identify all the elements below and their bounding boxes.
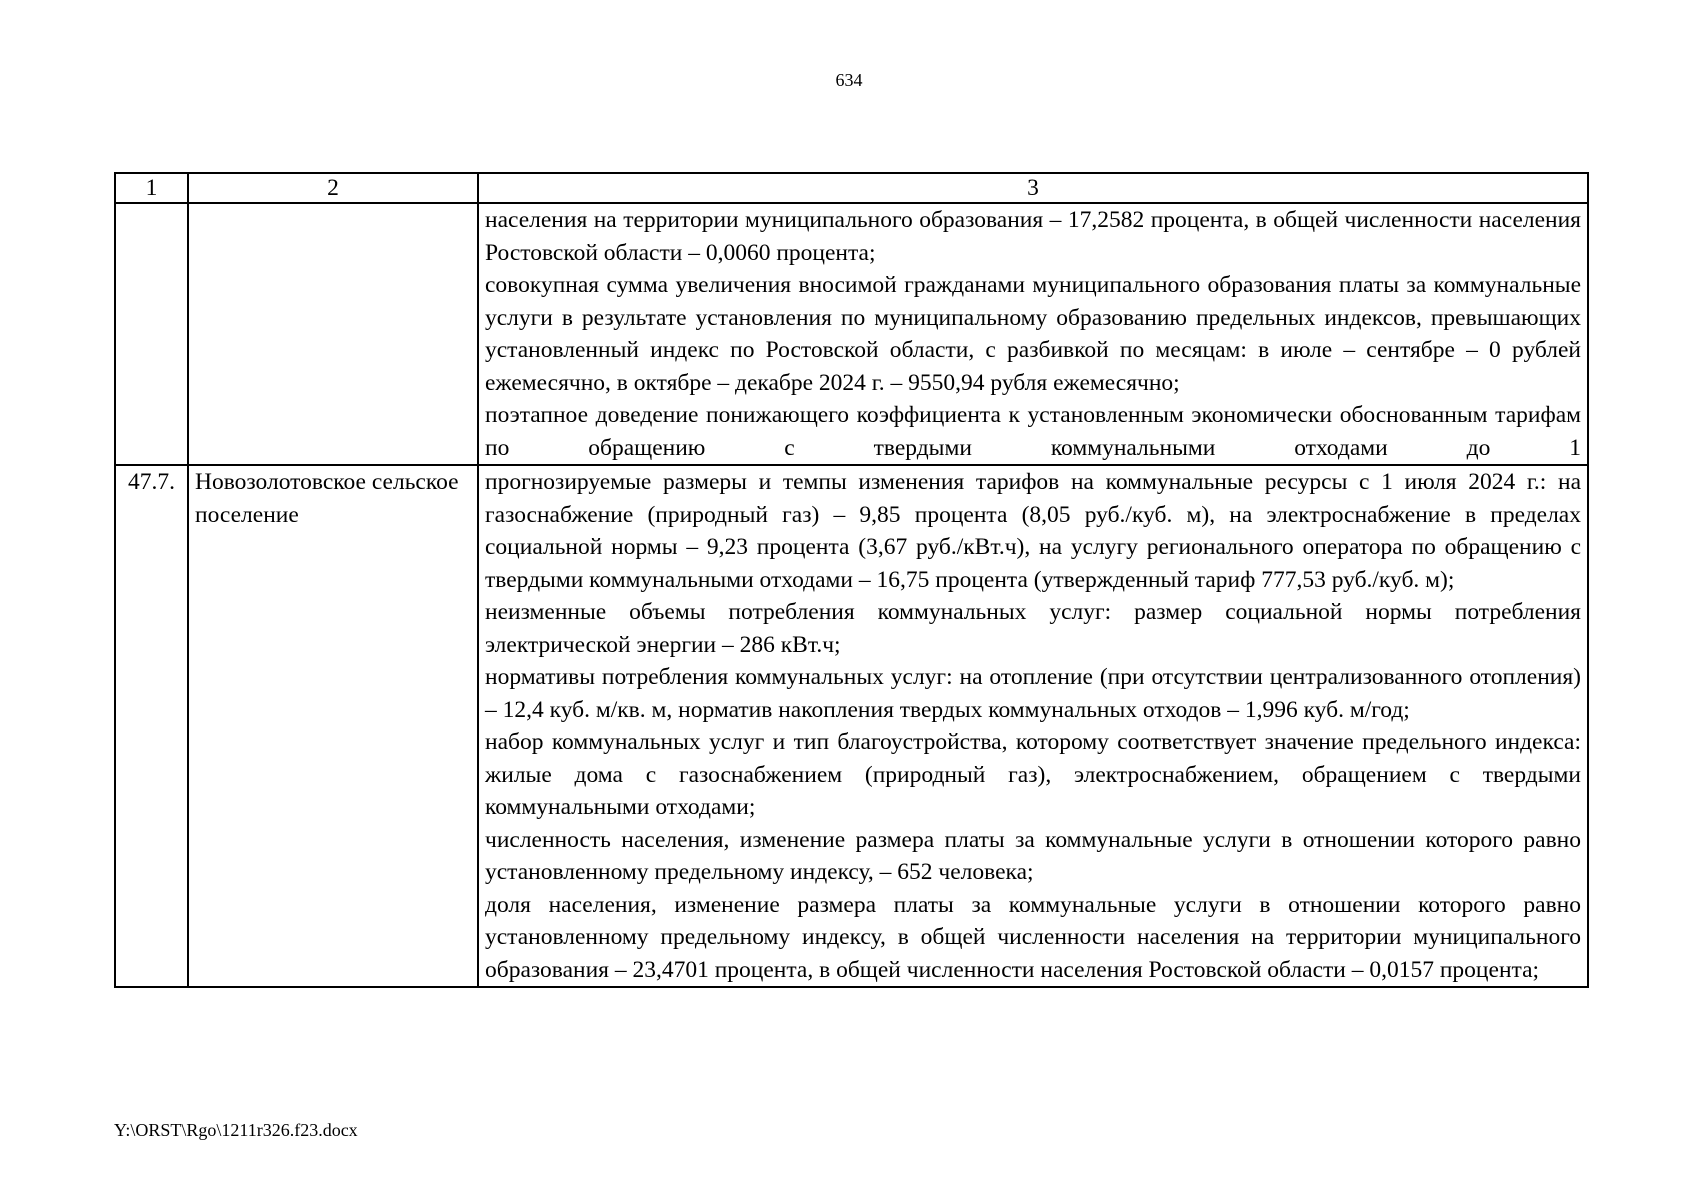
column-header-1: 1 <box>115 173 188 203</box>
table-row <box>115 465 1588 987</box>
description-paragraph: совокупная сумма увеличения вносимой гражданами муниципального образования платы за коммунальные услуги в результате установления по муниципальному образованию предельных индексов, превышающих установленный индекс по Ростовской области, с разбивкой по месяцам: в июле – сентябре – 0 рублей ежемесячно, в октябре – декабре 2024 г. – 9550,94 рубля ежемесячно; <box>485 272 1581 396</box>
municipality-name: Новозолотовское сельское поселение <box>188 465 478 987</box>
column-header-2: 2 <box>188 173 478 203</box>
description-cell <box>478 465 1588 987</box>
municipality-name <box>188 203 478 465</box>
description-paragraph: нормативы потребления коммунальных услуг: на отопление (при отсутствии централизованного отопления) – 12,4 куб. м/кв. м, норматив накопления твердых коммунальных отходов – 1,996 куб. м/год; <box>485 664 1581 723</box>
footer-file-path: Y:\ORST\Rgo\1211r326.f23.docx <box>114 1120 358 1140</box>
description-paragraph: поэтапное доведение понижающего коэффициента к установленным экономически обоснованным тарифам по обращению с твердыми коммунальными отходами до 1 <box>485 402 1581 461</box>
table-row <box>115 203 1588 465</box>
description-cell <box>478 203 1588 465</box>
page-number: 634 <box>835 70 863 90</box>
description-paragraph: прогнозируемые размеры и темпы изменения тарифов на коммунальные ресурсы с 1 июля 2024 г.: на газоснабжение (природный газ) – 9,85 процента (8,05 руб./куб. м), на электроснабжение в пределах социальной нормы – 9,23 процента (3,67 руб./кВт.ч), на услугу регионального оператора по обращению с твердыми коммунальными отходами – 16,75 процента (утвержденный тариф 777,53 руб./куб. м); <box>485 469 1581 593</box>
description-paragraph: доля населения, изменение размера платы за коммунальные услуги в отношении которого равно установленному предельному индексу, в общей численности населения на территории муниципального образования – 23,4701 процента, в общей численности населения Ростовской области – 0,0157 процента; <box>485 891 1581 983</box>
description-paragraph: неизменные объемы потребления коммунальных услуг: размер социальной нормы потребления электрической энергии – 286 кВт.ч; <box>485 599 1581 658</box>
description-paragraph: населения на территории муниципального образования – 17,2582 процента, в общей численности населения Ростовской области – 0,0060 процента; <box>485 207 1581 266</box>
description-paragraph: численность населения, изменение размера платы за коммунальные услуги в отношении которого равно установленному предельному индексу, – 652 человека; <box>485 826 1581 885</box>
table-header-row <box>115 173 1588 203</box>
column-header-3: 3 <box>478 173 1588 203</box>
row-number: 47.7. <box>115 465 188 987</box>
row-number <box>115 203 188 465</box>
tariff-table <box>114 172 1589 988</box>
description-paragraph: набор коммунальных услуг и тип благоустройства, которому соответствует значение предельного индекса: жилые дома с газоснабжением (природный газ), электроснабжением, обращением с твердыми коммунальными отходами; <box>485 729 1581 820</box>
